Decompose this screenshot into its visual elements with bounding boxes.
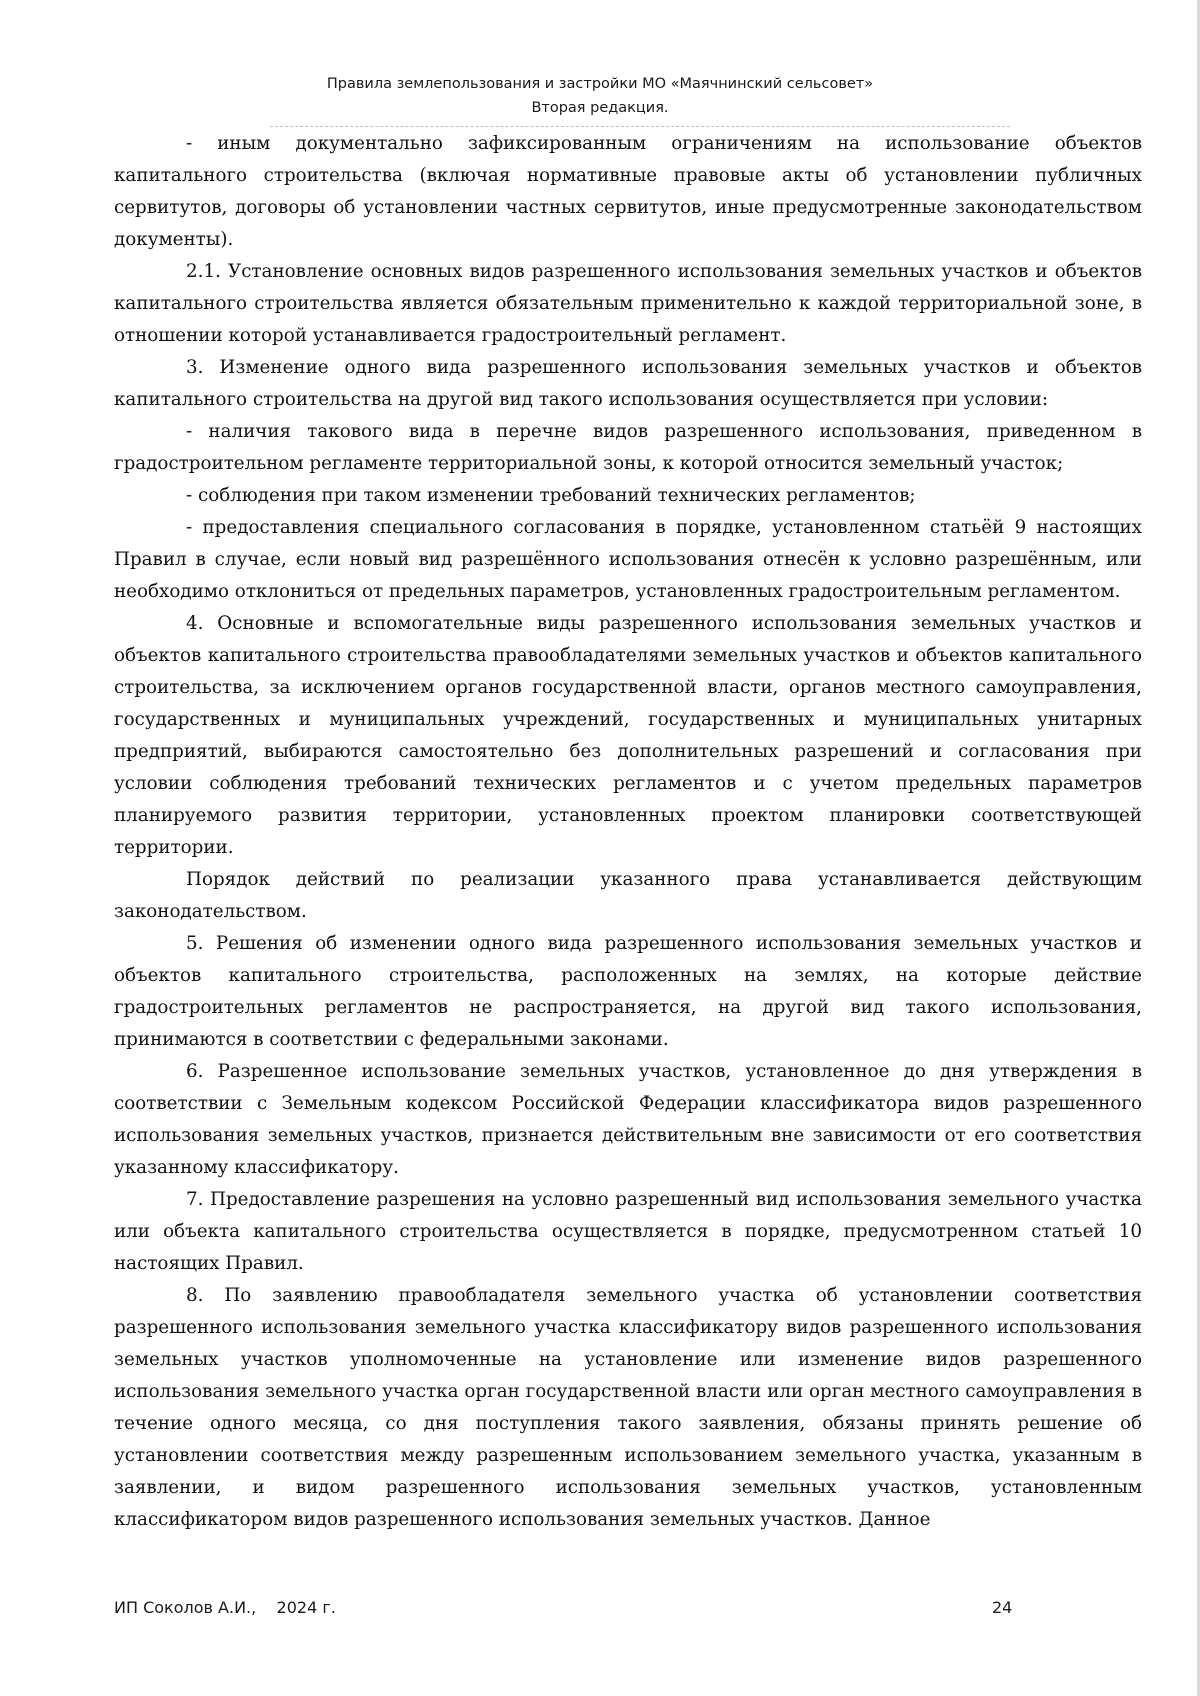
paragraph: - наличия таковог​о вида в перечне видов разрешенного использования, приведенном в градостроительном регламенте территориальной зоны, к которой относится земельный участок; bbox=[114, 421, 1142, 474]
paragraph: 2.1. Установление основных видов разрешенного использования земельных участков и объектов капитального строительства является обязательным применительно к каждой территориальной зоне, в отношении которой устанавливается градостроительный регламент. bbox=[114, 261, 1142, 346]
paragraph: 5. Решения об изменении одного вида разрешенного использования земельных участков и объектов капитального строительства, расположенных на землях, на которые действие градостроительных регламентов не распространяется, на другой вид такого использования, принимаются в соответствии с федеральными законами. bbox=[114, 933, 1142, 1050]
paragraph: 7. Предоставление разрешения на условно разрешенный вид использования земельного участка или объекта капитального строительства осуществляется в порядке, предусмотренном статьей 10 настоящих Правил. bbox=[114, 1189, 1142, 1274]
paragraph: 6. Разрешенное использование земельных участков, установленное до дня утверждения в соответствии с Земельным кодексом Российской Федерации классификатора видов разрешенного использования земельных участков, признается действительным вне зависимости от его соответствия указанному классификатору. bbox=[114, 1061, 1142, 1178]
header-title: Правила землепользования и застройки МО «Маячнинский сельсовет» bbox=[326, 76, 874, 92]
page-number: 24 bbox=[992, 1598, 1013, 1617]
footer-author: ИП Соколов А.И., 2024 г. bbox=[114, 1598, 336, 1617]
paragraph: 3. Изменение одного вида разрешенного использования земельных участков и объектов капитального строительства на другой вид такого использования осуществляется при условии: bbox=[114, 357, 1142, 410]
paragraph: - предоставления специального согласования в порядке, установленном статьёй 9 настоящих Правил в случае, если новый вид разрешённого использования отнесён к условно разрешённым, или необходимо отклониться от предельных параметров, установленных градостроительным регламентом. bbox=[114, 517, 1142, 602]
header-edition: Вторая редакция. bbox=[531, 100, 669, 116]
document-body bbox=[114, 128, 1142, 1536]
paragraph: Порядок действий по реализации указанного права устанавливается действующим законодательством. bbox=[114, 869, 1142, 922]
running-header bbox=[0, 72, 1200, 120]
paragraph: - соблюдения при таком изменении требований технических регламентов; bbox=[186, 485, 916, 506]
header-divider bbox=[270, 126, 1010, 127]
paragraph: - иным документально зафиксированным ограничениям на использование объектов капитального строительства (включая нормативные правовые акты об установлении публичных сервитутов, договоры об установлении частных сервитутов, иные предусмотренные законодательством документы). bbox=[114, 133, 1142, 250]
paragraph: 8. По заявлению правообладателя земельного участка об установлении соответствия разрешенного использования земельного участка классификатору видов разрешенного использования земельных участков уполномоченные на установление или изменение видов разрешенного использования земельного участка орган государственной власти или орган местного самоуправления в течение одного месяца, со дня поступления такого заявления, обязаны принять решение об установлении соответствия между разрешенным использованием земельного участка, указанным в заявлении, и видом разрешенного использования земельных участков, установленным классификатором видов разрешенного использования земельных участков. Данное bbox=[114, 1285, 1142, 1530]
paragraph: 4. Основные и вспомогательные виды разрешенного использования земельных участков и объектов капитального строительства правообладателями земельных участков и объектов капитального строительства, за исключением органов государственной власти, органов местного самоуправления, государственных и муниципальных учреждений, государственных и муниципальных унитарных предприятий, выбираются самостоятельно без дополнительных разрешений и согласования при условии соблюдения требований технических регламентов и с учетом предельных параметров планируемого развития территории, установленных проектом планировки соответствующей территории. bbox=[114, 613, 1142, 858]
